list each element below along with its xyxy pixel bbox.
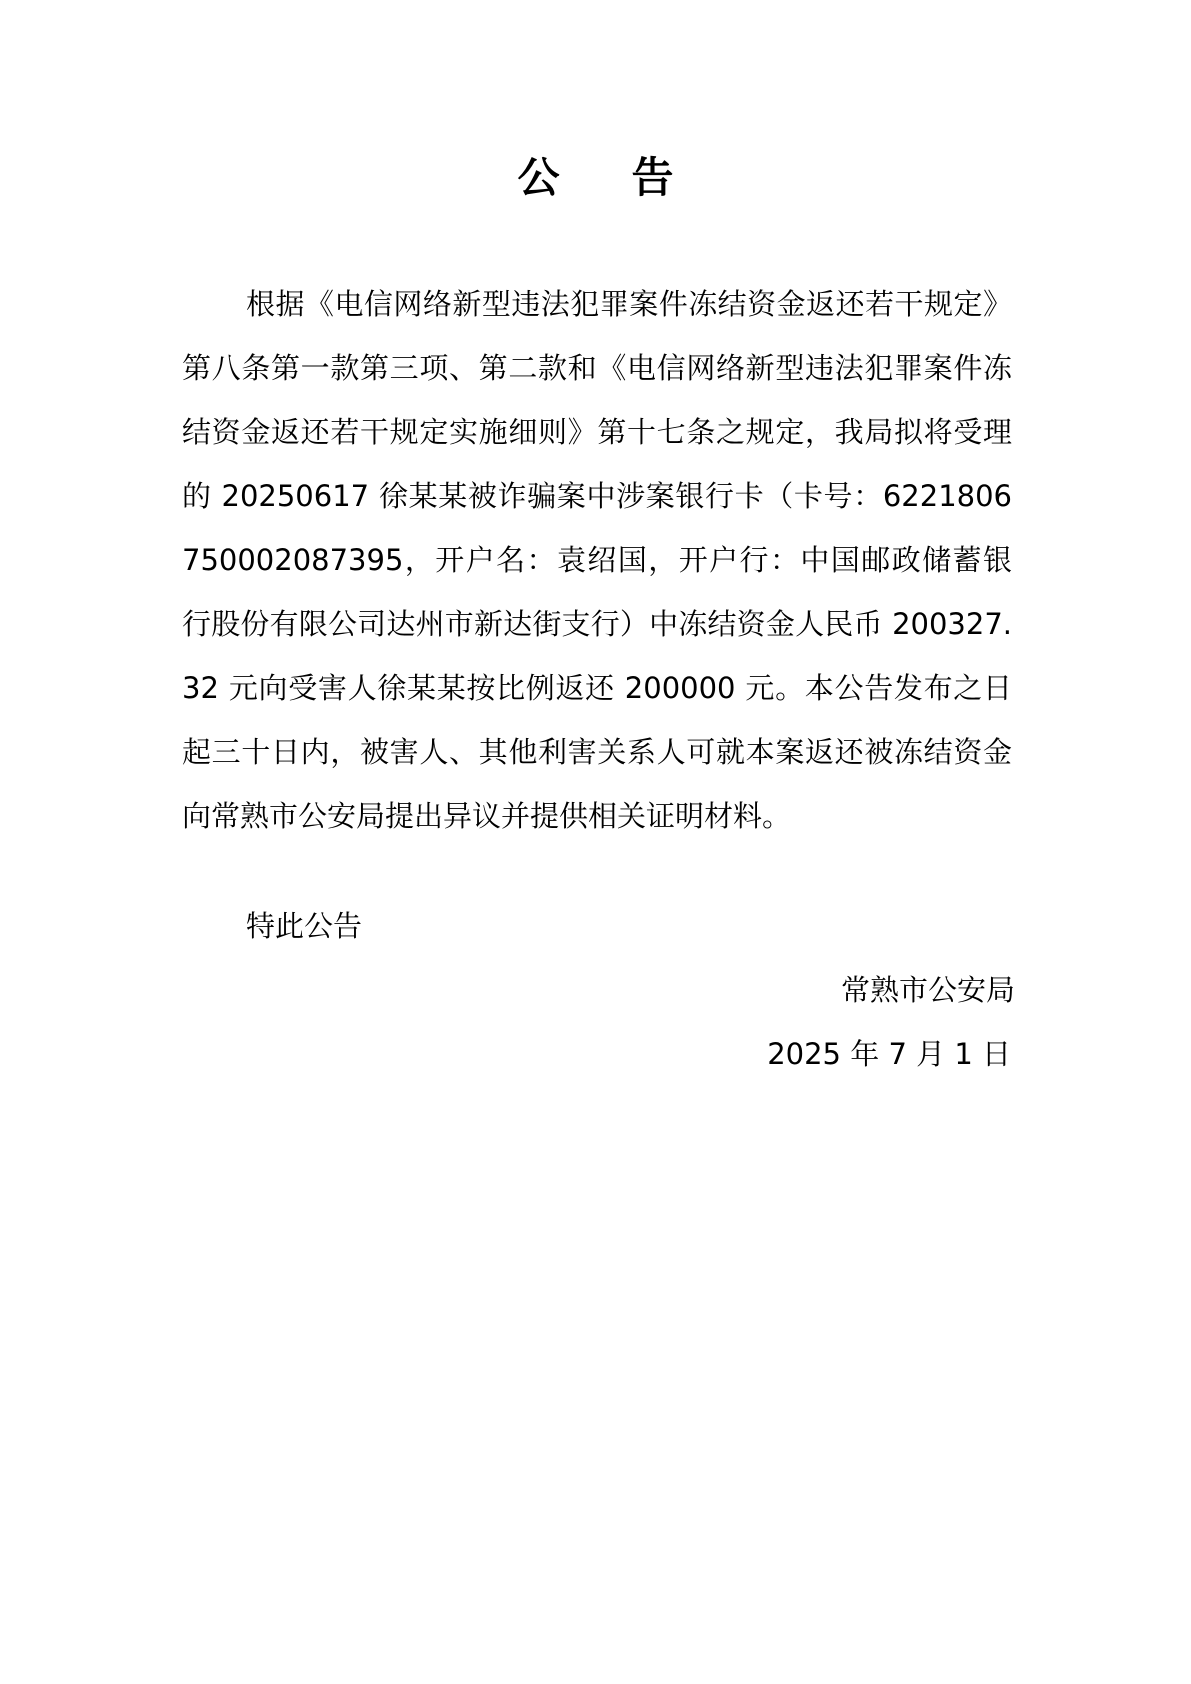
notice-title: 公告: [517, 153, 746, 202]
issuer-signature: 常熟市公安局: [840, 973, 1015, 1007]
issue-date: 2025 年 7 月 1 日: [767, 1037, 1011, 1071]
notice-closing: 特此公告: [246, 909, 363, 943]
notice-body: 根据《电信网络新型违法犯罪案件冻结资金返还若干规定》第八条第一款第三项、第二款和《电信网络新型违法犯罪案件冻结资金返还若干规定实施细则》第十七条之规定，我局拟将受理的 20250617 徐某某被诈骗案中涉案银行卡（卡号：6221806750002087395，开户名：袁绍国，开户行：中国邮政储蓄银行股份有限公司达州市新达街支行）中冻结资金人民币 200327.32 元向受害人徐某某按比例返还 200000 元。本公告发布之日起三十日内，被害人、其他利害关系人可就本案返还被冻结资金向常熟市公安局提出异议并提供相关证明材料。: [182, 287, 1012, 833]
